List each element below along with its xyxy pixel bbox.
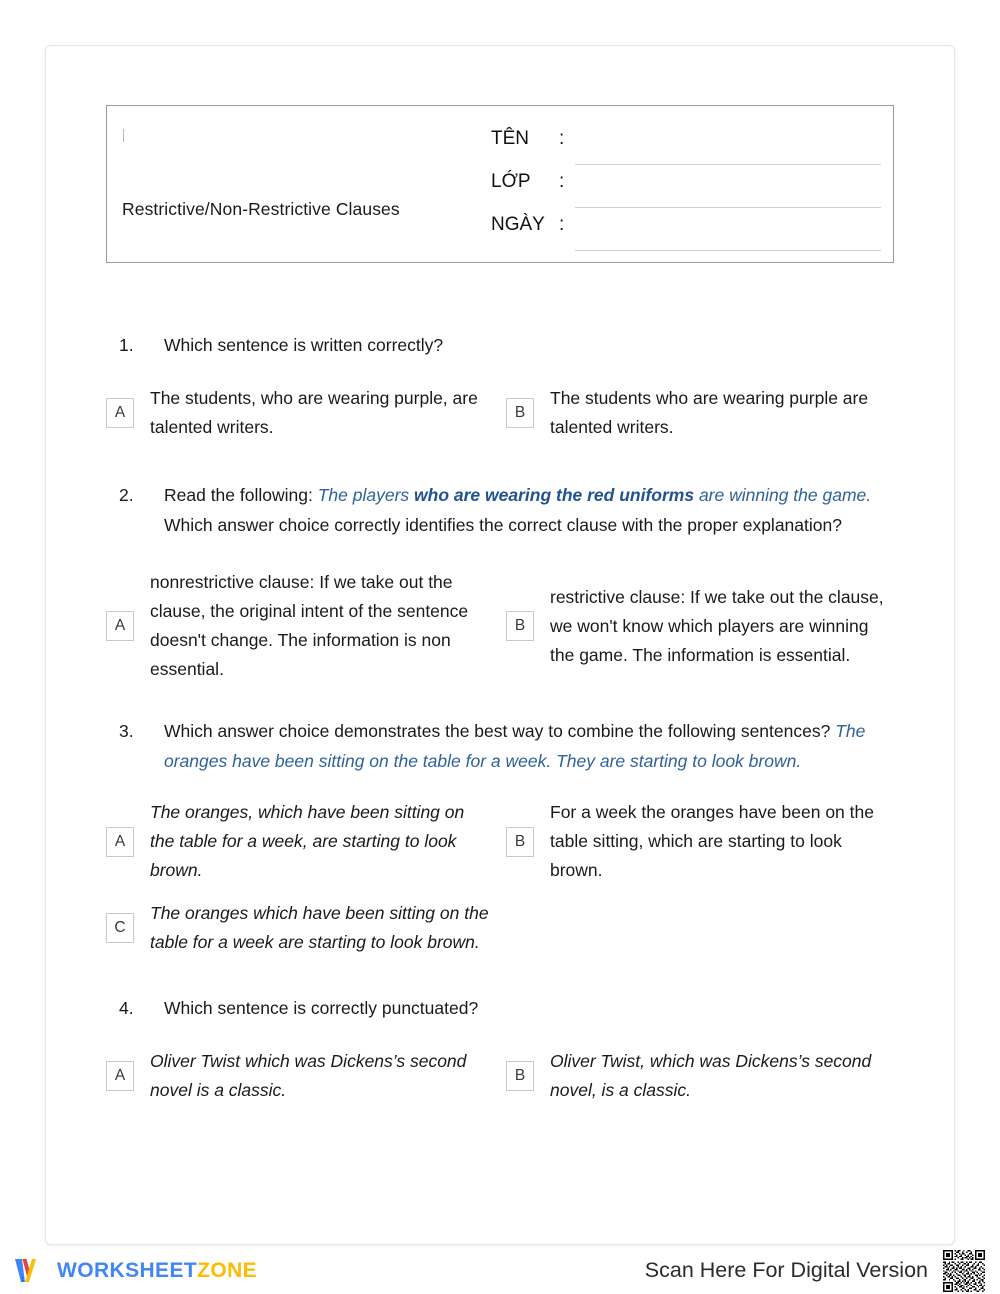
question-1-prompt-text: Which sentence is written correctly?	[164, 335, 444, 355]
answer-letter-box-4b[interactable]: B	[506, 1061, 534, 1091]
scan-instruction-text: Scan Here For Digital Version	[644, 1258, 928, 1282]
brand-word-zone: ZONE	[197, 1259, 258, 1282]
worksheet-zone-brand[interactable]	[12, 1253, 257, 1289]
field-label-class: LỚP	[491, 171, 531, 192]
answer-option-1b[interactable]	[506, 384, 906, 442]
question-4-header	[106, 993, 906, 1023]
answer-text-1a: The students, who are wearing purple, are talented writers.	[150, 388, 478, 437]
question-3-header	[106, 716, 906, 776]
field-label-name: TÊN	[491, 128, 529, 149]
question-1-prompt	[164, 330, 906, 360]
question-2-prompt-lead: Read the following:	[164, 485, 318, 505]
question-2-answers	[106, 568, 906, 698]
answer-text-4b: Oliver Twist, which was Dickens’s second novel, is a classic.	[550, 1051, 872, 1100]
questions-list	[106, 330, 906, 1125]
text-caret-artifact	[123, 129, 124, 142]
question-3-number: 3.	[119, 721, 134, 741]
question-2-sample-part1: The players	[317, 485, 415, 505]
question-3-prompt-lead: Which answer choice demonstrates the best way to combine the following sentences?	[164, 721, 836, 741]
answer-letter-box-3a[interactable]: A	[106, 827, 134, 857]
answer-text-2b: restrictive clause: If we take out the clause, we won't know which players are winning the game. The information is essential.	[550, 586, 884, 665]
answer-option-3c[interactable]	[106, 899, 506, 957]
student-info-fields	[491, 128, 881, 257]
question-1-header	[106, 330, 906, 360]
question-2-sample-part2: are winning the game.	[694, 485, 872, 505]
answer-option-2b[interactable]	[506, 568, 906, 684]
brand-wordmark	[57, 1259, 257, 1283]
question-4-prompt	[164, 993, 906, 1023]
field-colon-date: :	[559, 214, 565, 235]
question-4-number: 4.	[119, 998, 134, 1018]
answer-text-3c: The oranges which have been sitting on the table for a week are starting to look brown.	[150, 903, 489, 952]
field-row-date	[491, 214, 881, 257]
question-block-3	[106, 716, 906, 971]
question-3-answers	[106, 798, 906, 971]
question-1-answers	[106, 384, 906, 456]
answer-text-2a: nonrestrictive clause: If we take out the clause, the original intent of the sentence doesn't change. The information is non essential.	[150, 572, 469, 679]
qr-code-icon[interactable]	[936, 1250, 992, 1292]
answer-letter-box-1a[interactable]: A	[106, 398, 134, 428]
question-3-prompt	[164, 716, 906, 776]
answer-option-3b[interactable]	[506, 798, 906, 885]
question-2-sample-clause: who are wearing the red uniforms	[414, 485, 695, 505]
field-colon-name: :	[559, 128, 565, 149]
field-row-class	[491, 171, 881, 214]
question-block-4	[106, 993, 906, 1119]
question-4-prompt-text: Which sentence is correctly punctuated?	[164, 998, 479, 1018]
field-row-name	[491, 128, 881, 171]
student-info-header-box	[106, 105, 894, 263]
answer-text-3a: The oranges, which have been sitting on the table for a week, are starting to look brown.	[150, 802, 465, 880]
date-input-line[interactable]	[575, 230, 881, 251]
answer-option-2a[interactable]	[106, 568, 506, 684]
answer-option-3a[interactable]	[106, 798, 506, 885]
page-title: Restrictive/Non-Restrictive Clauses	[122, 199, 400, 219]
brand-word-worksheet: WORKSHEET	[57, 1259, 198, 1282]
answer-letter-box-3c[interactable]: C	[106, 913, 134, 943]
answer-letter-box-2b[interactable]: B	[506, 611, 534, 641]
answer-letter-box-3b[interactable]: B	[506, 827, 534, 857]
worksheet-zone-logo-icon	[12, 1256, 46, 1286]
question-2-prompt-tail: Which answer choice correctly identifies the correct clause with the proper explanation?	[164, 515, 842, 535]
answer-option-1a[interactable]	[106, 384, 506, 442]
question-2-number: 2.	[119, 485, 134, 505]
field-colon-class: :	[559, 171, 565, 192]
answer-letter-box-4a[interactable]: A	[106, 1061, 134, 1091]
answer-option-4a[interactable]	[106, 1047, 506, 1105]
answer-text-4a: Oliver Twist which was Dickens’s second novel is a classic.	[150, 1051, 467, 1100]
field-label-date: NGÀY	[491, 214, 545, 235]
page-footer	[0, 1248, 1000, 1294]
question-4-answers	[106, 1047, 906, 1119]
question-2-prompt	[164, 480, 906, 540]
question-block-1	[106, 330, 906, 456]
name-input-line[interactable]	[575, 144, 881, 165]
question-block-2	[106, 480, 906, 698]
class-input-line[interactable]	[575, 187, 881, 208]
question-2-header	[106, 480, 906, 540]
answer-text-3b: For a week the oranges have been on the table sitting, which are starting to look brown.	[550, 802, 874, 880]
question-3-sample-sentences: The oranges have been sitting on the table for a week. They are starting to look brown.	[164, 721, 866, 771]
answer-text-1b: The students who are wearing purple are talented writers.	[550, 388, 869, 437]
answer-letter-box-1b[interactable]: B	[506, 398, 534, 428]
question-1-number: 1.	[119, 335, 134, 355]
answer-letter-box-2a[interactable]: A	[106, 611, 134, 641]
answer-option-4b[interactable]	[506, 1047, 906, 1105]
